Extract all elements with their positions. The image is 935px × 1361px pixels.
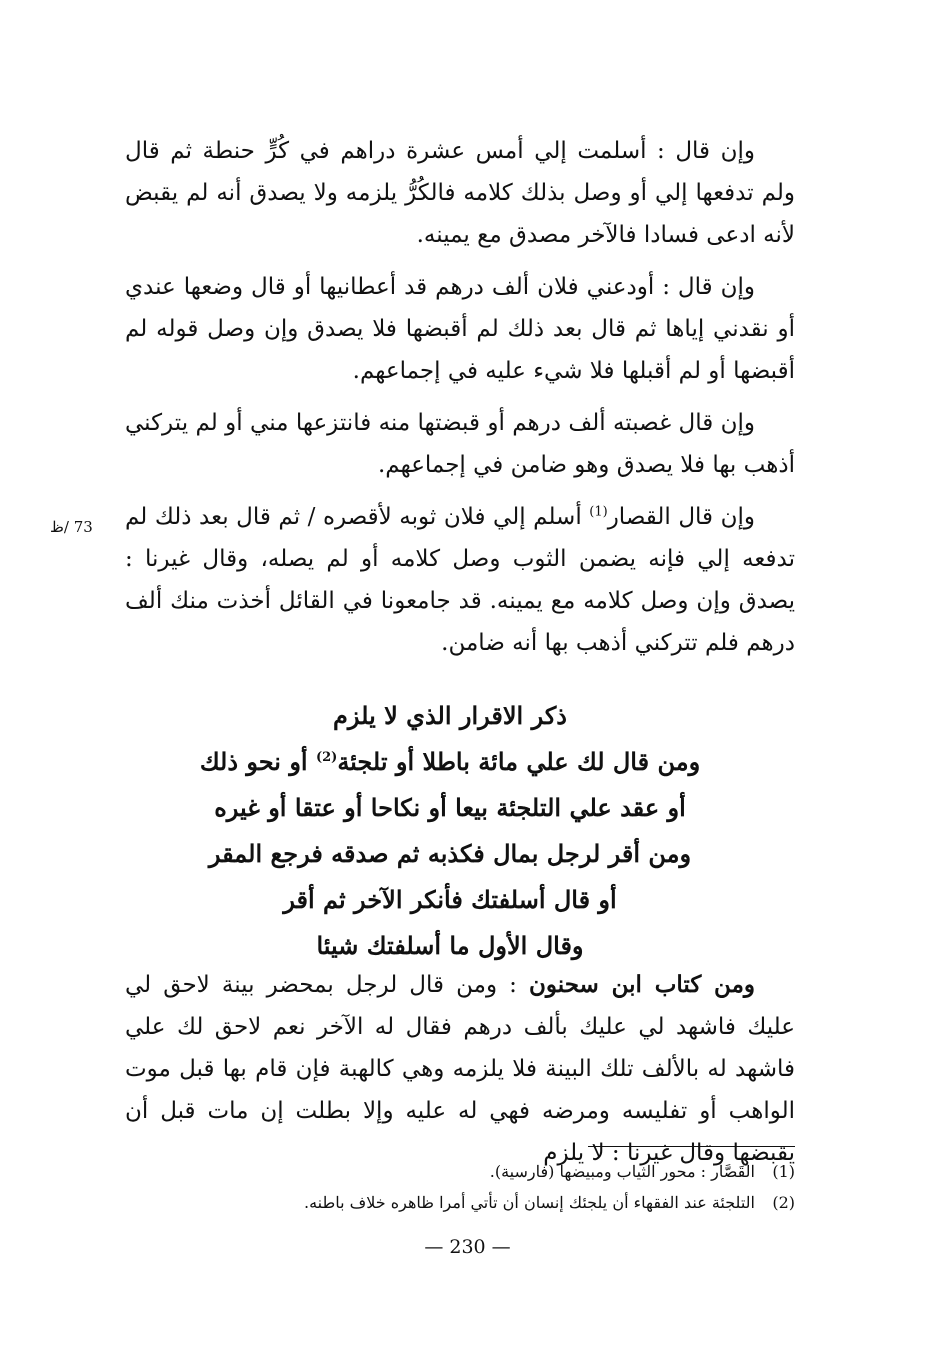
paragraph-2: وإن قال : أودعني فلان ألف درهم قد أعطانيها أو قال وضعها عندي أو نقدني إياها ثم قال بعد ذلك لم أقبضها فلا يصدق وإن وصل قوله لم أقبضها أو لم أقبلها فلا شيء عليه في إجماعهم. bbox=[125, 274, 795, 384]
paragraph-1: وإن قال : أسلمت إلي أمس عشرة دراهم في كُرٍّ حنطة ثم قال ولم تدفعها إلي أو وصل بذلك كلامه فالكُرُّ يلزمه ولا يصدق أنه لم يقبض لأنه ادعى فسادا فالآخر مصدق مع يمينه. bbox=[125, 138, 795, 248]
footnote-2-text: التلجئة عند الفقهاء أن يلجئك إنسان أن تأتي أمرا ظاهره خلاف باطنه. bbox=[304, 1193, 755, 1212]
footnote-2-number: (2) bbox=[772, 1193, 795, 1212]
section-heading bbox=[150, 693, 750, 969]
footnote-1-number: (1) bbox=[772, 1162, 795, 1181]
heading-line-5: أو قال أسلفتك فأنكر الآخر ثم أقر bbox=[283, 885, 617, 914]
paragraph-4 bbox=[125, 496, 795, 664]
paragraph-5-text: : ومن قال لرجل بمحضر بينة لاحق لي عليك فاشهد لي عليك بألف درهم فقال له الآخر نعم لاحق لك علي فاشهد له بالألف تلك البينة فلا يلزمه وهي كالهبة فإن قام بها قبل موت الواهب أو تفليسه ومرضه فهي له عليه وإلا بطلت إن مات قبل أن يقبضها وقال غيرنا : لا يلزم bbox=[125, 972, 796, 1166]
heading-line-3: أو عقد علي التلجئة بيعا أو نكاحا أو عتقا أو غيره bbox=[214, 793, 686, 822]
heading-line-4: ومن أقر لرجل بمال فكذبه ثم صدقه فرجع المقر bbox=[208, 839, 692, 868]
main-text-bottom bbox=[125, 964, 795, 1174]
paragraph-4-rest: أسلم إلي فلان ثوبه لأقصره / ثم قال بعد ذلك لم تدفعه إلي فإنه يضمن الثوب وصل كلامه أو لم يصله، وقال غيرنا : يصدق وإن وصل كلامه مع يمينه. قد جامعونا في القائل أخذت منك ألف درهم فلم تتركني أذهب بها أنه ضامن. bbox=[125, 504, 795, 656]
footnotes bbox=[230, 1156, 795, 1218]
heading-line-1: ذكر الاقرار الذي لا يلزم bbox=[333, 701, 567, 730]
main-text-top bbox=[125, 130, 795, 664]
heading-line-2-end: أو نحو ذلك bbox=[199, 747, 316, 776]
paragraph-5 bbox=[125, 964, 795, 1174]
footnote-2 bbox=[230, 1187, 795, 1218]
paragraph-4-start: وإن قال القصار bbox=[607, 504, 755, 530]
footnote-1-text: القَصَّار : محور الثياب ومبيضها (فارسية). bbox=[489, 1162, 755, 1181]
source-lead: ومن كتاب ابن سحنون bbox=[529, 971, 755, 998]
heading-line-2-start: ومن قال لك علي مائة باطلا أو تلجئة bbox=[337, 747, 701, 776]
margin-folio-note: 73 /ظ bbox=[50, 518, 93, 536]
paragraph-3: وإن قال غصبته ألف درهم أو قبضتها منه فانتزعها مني أو لم يتركني أذهب بها فلا يصدق وهو ضامن في إجماعهم. bbox=[125, 410, 795, 478]
footnote-divider bbox=[588, 1146, 795, 1147]
page-number: — 230 — bbox=[424, 1236, 511, 1258]
footnote-ref-2: (2) bbox=[315, 750, 338, 765]
heading-line-6: وقال الأول ما أسلفتك شيئا bbox=[316, 931, 584, 960]
footnote-ref-1: (1) bbox=[589, 504, 608, 520]
footnote-1 bbox=[230, 1156, 795, 1187]
heading-line-2 bbox=[150, 739, 750, 785]
